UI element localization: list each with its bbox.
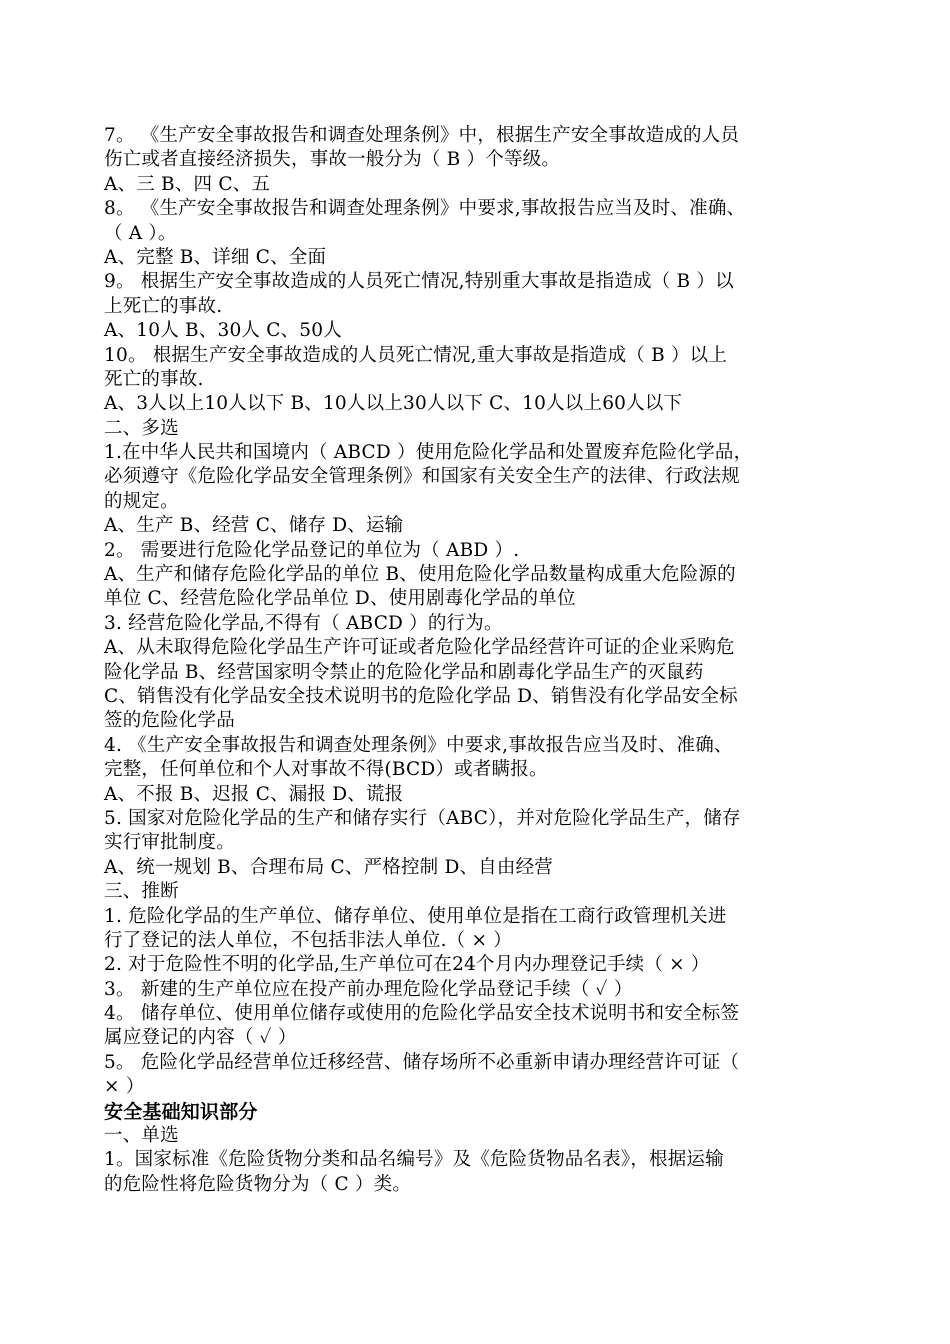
- text-line: 2。 需要进行危险化学品登记的单位为（ ABD ）.: [104, 539, 520, 561]
- text-line: 10。 根据生产安全事故造成的人员死亡情况,重大事故是指造成（ B ）以上: [104, 344, 728, 366]
- text-line: A、从未取得危险化学品生产许可证或者危险化学品经营许可证的企业采购危: [104, 637, 735, 659]
- text-line: 险化学品 B、经营国家明令禁止的危险化学品和剧毒化学品生产的灭鼠药: [104, 661, 704, 683]
- text-line: 完整，任何单位和个人对事故不得(BCD）或者瞒报。: [104, 759, 548, 781]
- text-line: 1.在中华人民共和国境内（ ABCD ）使用危险化学品和处置废弃危险化学品，: [104, 442, 753, 464]
- text-line: A、完整 B、详细 C、全面: [104, 246, 327, 268]
- text-line: 死亡的事故.: [104, 368, 204, 390]
- text-line: 7。 《生产安全事故报告和调查处理条例》中，根据生产安全事故造成的人员: [104, 125, 740, 146]
- text-line: 的危险性将危险货物分为（ C ）类。: [104, 1173, 412, 1195]
- text-line: A、不报 B、迟报 C、漏报 D、谎报: [104, 783, 404, 805]
- text-line: 必须遵守《危险化学品安全管理条例》和国家有关安全生产的法律、行政法规: [104, 466, 740, 488]
- text-line: 1。国家标准《危险货物分类和品名编号》及《危险货物品名表》，根据运输: [104, 1149, 724, 1171]
- text-line: 属应登记的内容（ ✓ ）: [104, 1027, 297, 1049]
- text-line: 8。 《生产安全事故报告和调查处理条例》中要求,事故报告应当及时、准确、: [104, 198, 746, 220]
- text-line: 4. 《生产安全事故报告和调查处理条例》中要求,事故报告应当及时、准确、: [104, 734, 733, 756]
- text-line: 5. 国家对危险化学品的生产和储存实行（ABC），并对危险化学品生产，储存: [104, 807, 741, 829]
- text-line: 9。 根据生产安全事故造成的人员死亡情况,特别重大事故是指造成（ B ）以: [104, 271, 734, 293]
- text-line: 二、多选: [104, 417, 179, 439]
- text-line: × ）: [104, 1076, 145, 1098]
- text-line: 5。 危险化学品经营单位迁移经营、储存场所不必重新申请办理经营许可证（: [104, 1051, 740, 1073]
- text-line: 行了登记的法人单位，不包括非法人单位.（ × ）: [104, 929, 512, 951]
- text-line: 伤亡或者直接经济损失，事故一般分为（ B ）个等级。: [104, 149, 561, 171]
- text-line: 签的危险化学品: [104, 710, 235, 732]
- text-line: 1. 危险化学品的生产单位、储存单位、使用单位是指在工商行政管理机关进: [104, 905, 727, 927]
- text-line: 3. 经营危险化学品,不得有（ ABCD ）的行为。: [104, 612, 503, 634]
- text-line: 上死亡的事故.: [104, 295, 223, 317]
- text-line: A、生产和储存危险化学品的单位 B、使用危险化学品数量构成重大危险源的: [104, 564, 736, 586]
- text-line: 三、推断: [104, 881, 179, 903]
- text-line: 的规定。: [104, 490, 179, 512]
- text-line: A、统一规划 B、合理布局 C、严格控制 D、自由经营: [104, 856, 553, 878]
- text-line: 3。 新建的生产单位应在投产前办理危险化学品登记手续（ ✓ ）: [104, 978, 633, 1000]
- text-line: 单位 C、经营危险化学品单位 D、使用剧毒化学品的单位: [104, 588, 576, 610]
- text-line: C、销售没有化学品安全技术说明书的危险化学品 D、销售没有化学品安全标: [104, 685, 738, 707]
- text-line: 一、单选: [104, 1125, 179, 1147]
- text-line: A、生产 B、经营 C、储存 D、运输: [104, 515, 404, 537]
- text-line: （ A ）。: [104, 222, 177, 244]
- text-line: 2. 对于危险性不明的化学品,生产单位可在24个月内办理登记手续（ × ）: [104, 954, 710, 976]
- text-line: A、三 B、四 C、五: [104, 173, 271, 195]
- text-line: 4。 储存单位、使用单位储存或使用的危险化学品安全技术说明书和安全标签: [104, 1003, 740, 1025]
- text-line: A、10人 B、30人 C、50人: [104, 320, 342, 342]
- text-line: A、3人以上10人以下 B、10人以上30人以下 C、10人以上60人以下: [104, 393, 683, 415]
- section-heading: 安全基础知识部分: [104, 1100, 258, 1123]
- text-line: 实行审批制度。: [104, 832, 235, 854]
